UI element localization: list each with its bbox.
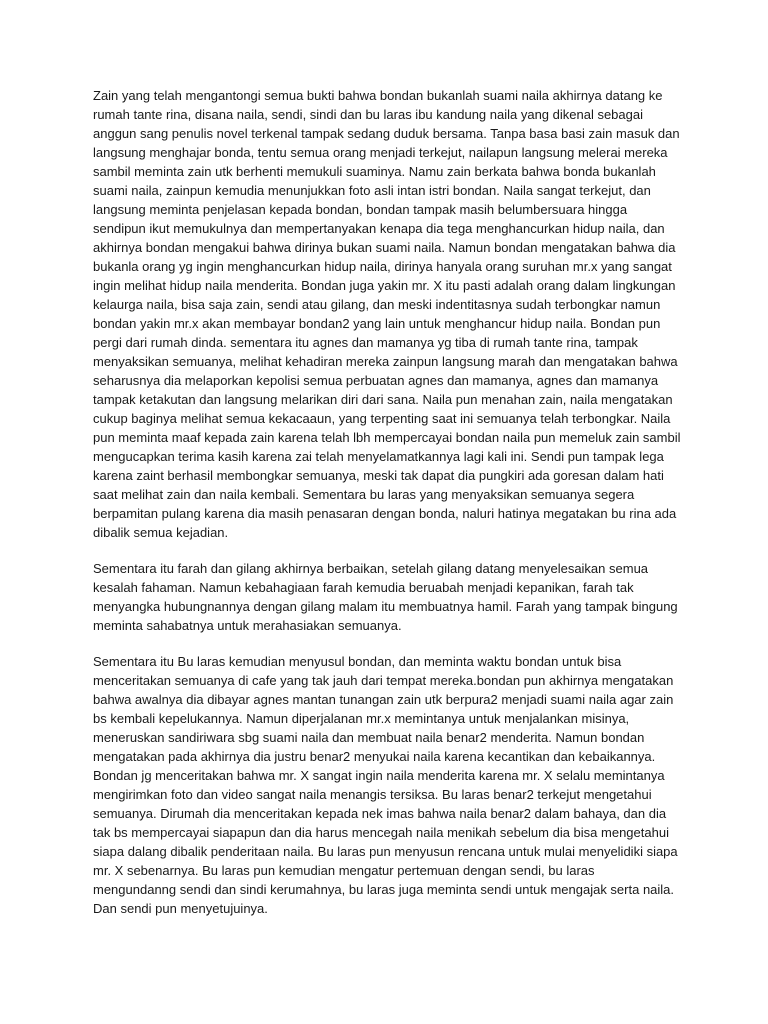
document-body	[93, 86, 681, 935]
paragraph-3: Sementara itu Bu laras kemudian menyusul bondan, dan meminta waktu bondan untuk bisa menceritakan semuanya di cafe yang tak jauh dari tempat mereka.bondan pun akhirnya mengatakan bahwa awalnya dia dibayar agnes mantan tunangan zain utk berpura2 menjadi suami naila agar zain bs kembali kepelukannya. Namun diperjalanan mr.x memintanya untuk menjalankan misinya, meneruskan sandiriwara sbg suami naila dan membuat naila benar2 menderita. Namun bondan mengatakan pada akhirnya dia justru benar2 menyukai naila karena kecantikan dan kebaikannya. Bondan jg menceritakan bahwa mr. X sangat ingin naila menderita karena mr. X selalu memintanya mengirimkan foto dan video sangat naila menangis tersiksa. Bu laras benar2 terkejut mengetahui semuanya. Dirumah dia menceritakan kepada nek imas bahwa naila benar2 dalam bahaya, dan dia tak bs mempercayai siapapun dan dia harus mencegah naila menikah sebelum dia bisa mengetahui siapa dalang dibalik penderitaan naila. Bu laras pun menyusun rencana untuk mulai menyelidiki siapa mr. X sebenarnya. Bu laras pun kemudian mengatur pertemuan dengan sendi, bu laras mengundanng sendi dan sindi kerumahnya, bu laras juga meminta sendi untuk mengajak serta naila. Dan sendi pun menyetujuinya.	[93, 654, 678, 916]
paragraph-2: Sementara itu farah dan gilang akhirnya berbaikan, setelah gilang datang menyelesaikan semua kesalah fahaman. Namun kebahagiaan farah kemudia beruabah menjadi kepanikan, farah tak menyangka hubungnannya dengan gilang malam itu membuatnya hamil. Farah yang tampak bingung meminta sahabatnya untuk merahasiakan semuanya.	[93, 561, 678, 633]
paragraph-1: Zain yang telah mengantongi semua bukti bahwa bondan bukanlah suami naila akhirnya datang ke rumah tante rina, disana naila, sendi, sindi dan bu laras ibu kandung naila yang dikenal sebagai anggun sang penulis novel terkenal tampak sedang duduk bersama. Tanpa basa basi zain masuk dan langsung menghajar bonda, tentu semua orang menjadi terkejut, nailapun langsung melerai mereka sambil meminta zain utk berhenti memukuli suaminya. Namu zain berkata bahwa bonda bukanlah suami naila, zainpun kemudia menunjukkan foto asli intan istri bondan. Naila sangat terkejut, dan langsung meminta penjelasan kepada bondan, bondan tampak masih belumbersuara hingga sendipun ikut memukulnya dan mempertanyakan kenapa dia tega menghancurkan hidup naila, dan akhirnya bondan mengakui bahwa dirinya bukan suami naila. Namun bondan mengatakan bahwa dia bukanla orang yg ingin menghancurkan hidup naila, dirinya hanyala orang suruhan mr.x yang sangat ingin melihat hidup naila menderita. Bondan juga yakin mr. X itu pasti adalah orang dalam lingkungan kelaurga naila, bisa saja zain, sendi atau gilang, dan meski indentitasnya sudah terbongkar namun bondan yakin mr.x akan membayar bondan2 yang lain untuk menghancur hidup naila. Bondan pun pergi dari rumah dinda. sementara itu agnes dan mamanya yg tiba di rumah tante rina, tampak menyaksikan semuanya, melihat kehadiran mereka zainpun langsung marah dan mengatakan bahwa seharusnya dia melaporkan kepolisi semua perbuatan agnes dan mamanya, agnes dan mamanya tampak ketakutan dan langsung melarikan diri dari sana. Naila pun menahan zain, naila mengatakan cukup baginya melihat semua kekacaaun, yang terpenting saat ini semuanya telah terbongkar. Naila pun meminta maaf kepada zain karena telah lbh mempercayai bondan naila pun memeluk zain sambil mengucapkan terima kasih karena zai telah menyelamatkannya lagi kali ini. Sendi pun tampak lega karena zaint berhasil membongkar semuanya, meski tak dapat dia pungkiri ada goresan dalam hati saat melihat zain dan naila kembali. Sementara bu laras yang menyaksikan semuanya segera berpamitan pulang karena dia masih penasaran dengan bonda, naluri hatinya megatakan bu rina ada dibalik semua kejadian.	[93, 88, 681, 540]
